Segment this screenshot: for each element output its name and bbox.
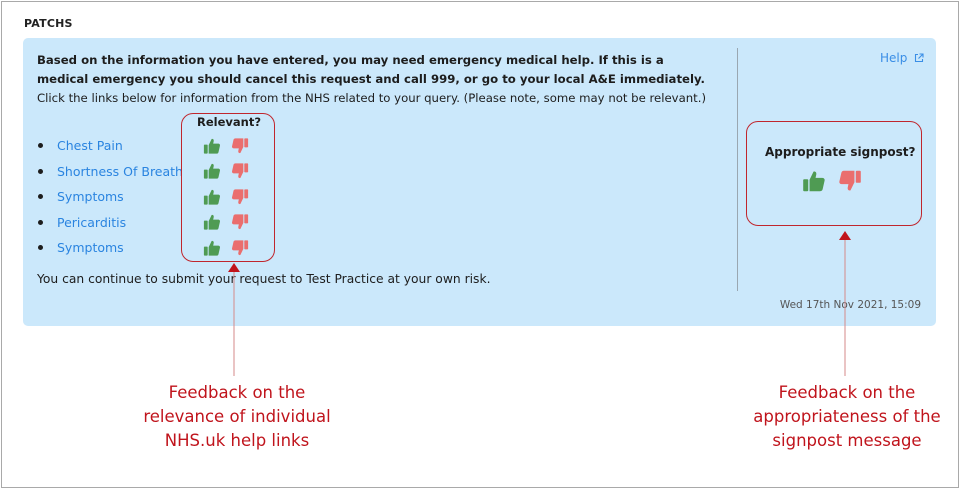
nhs-link[interactable]: Pericarditis — [57, 214, 127, 230]
help-label: Help — [880, 51, 908, 65]
nhs-link[interactable]: Symptoms — [57, 189, 124, 205]
section-title: PATCHS — [24, 17, 73, 30]
signpost-annotation: Feedback on the appropriateness of the signpost message — [753, 383, 941, 450]
left-arrow-head — [228, 263, 240, 272]
signpost-feedback-title: Appropriate signpost? — [765, 145, 916, 159]
timestamp: Wed 17th Nov 2021, 15:09 — [779, 299, 921, 311]
right-arrow-head — [839, 231, 851, 240]
relevance-annotation: Feedback on the relevance of individual NHS.uk help links — [143, 383, 331, 450]
nhs-link[interactable]: Chest Pain — [57, 138, 123, 154]
signpost-message-rest: Click the links below for information from the NHS related to your query. (Please note, some may not be relevant.) — [37, 91, 707, 105]
nhs-link[interactable]: Shortness Of Breath — [57, 163, 183, 179]
relevant-title: Relevant? — [197, 115, 262, 129]
nhs-link[interactable]: Symptoms — [57, 240, 124, 256]
signpost-message-bold: Based on the information you have entered, you may need emergency medical help. If this is a medical emergency you should cancel this request and call 999, or go to your local A&E immediately. — [37, 53, 705, 86]
risk-footer: You can continue to submit your request to Test Practice at your own risk. — [37, 272, 491, 286]
